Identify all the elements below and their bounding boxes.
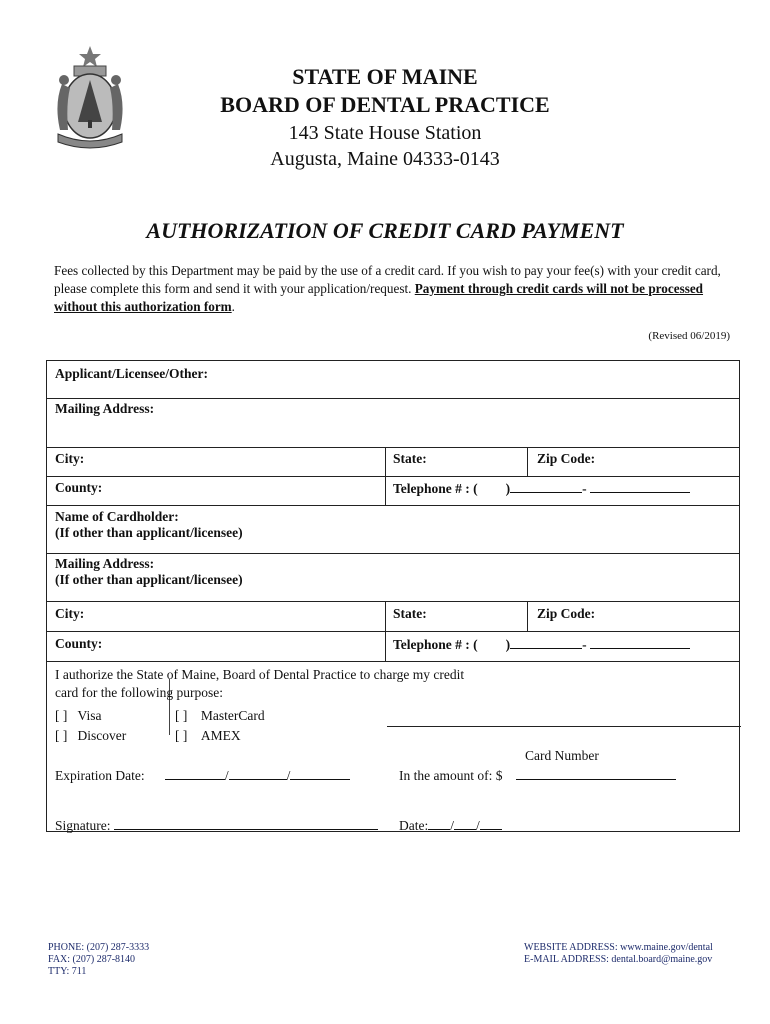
city-label: City: <box>55 451 85 466</box>
amex-checkbox[interactable]: [ ] AMEX <box>175 728 241 743</box>
county-2-label: County: <box>55 636 103 651</box>
signature-field[interactable]: Signature: <box>55 817 378 834</box>
footer-email[interactable]: E-MAIL ADDRESS: dental.board@maine.gov <box>524 954 713 965</box>
intro-paragraph: Fees collected by this Department may be paid by the use of a credit card. If you wish to pay your fee(s) with your credit card, please complete this form and send it with your application/request. Payment through credit cards will not be processed without this authorization form. <box>54 263 721 314</box>
footer-contact <box>48 942 149 978</box>
card-number-label: Card Number <box>525 748 599 763</box>
footer-fax: FAX: (207) 287-8140 <box>48 954 136 965</box>
expiration-date-field[interactable]: Expiration Date: / / <box>55 767 350 784</box>
amount-field[interactable]: In the amount of: $ <box>399 767 676 784</box>
header-address-line2: Augusta, Maine 04333-0143 <box>270 148 500 170</box>
zip-code-2-label: Zip Code: <box>537 606 596 621</box>
authorization-statement: I authorize the State of Maine, Board of Dental Practice to charge my credit card for the following purpose: <box>55 667 465 700</box>
date-field[interactable]: Date: / / <box>399 817 502 834</box>
discover-checkbox[interactable]: [ ] Discover <box>55 728 127 743</box>
mailing-address-label: Mailing Address: <box>55 401 155 416</box>
header-state: STATE OF MAINE <box>292 64 478 89</box>
county-label: County: <box>55 480 103 495</box>
cardholder-label: Name of Cardholder: (If other than applicant/licensee) <box>55 509 243 540</box>
revised-date: (Revised 06/2019) <box>648 330 730 342</box>
state-2-label: State: <box>393 606 427 621</box>
visa-checkbox[interactable]: [ ] Visa <box>55 708 102 723</box>
telephone-2-field[interactable]: Telephone # : ( ) - <box>393 636 690 653</box>
telephone-field[interactable]: Telephone # : ( ) - <box>393 480 690 497</box>
footer-tty: TTY: 711 <box>48 966 87 977</box>
document-title: AUTHORIZATION OF CREDIT CARD PAYMENT <box>146 218 624 243</box>
footer-web <box>524 942 713 966</box>
header-address-line1: 143 State House Station <box>288 122 482 144</box>
mailing-address-2-label: Mailing Address: (If other than applicant/licensee) <box>55 556 243 587</box>
zip-code-label: Zip Code: <box>537 451 596 466</box>
header-board: BOARD OF DENTAL PRACTICE <box>220 92 550 117</box>
state-label: State: <box>393 451 427 466</box>
footer-phone: PHONE: (207) 287-3333 <box>48 942 150 953</box>
footer-website[interactable]: WEBSITE ADDRESS: www.maine.gov/dental <box>524 942 713 953</box>
applicant-label: Applicant/Licensee/Other: <box>55 366 208 381</box>
mastercard-checkbox[interactable]: [ ] MasterCard <box>175 708 265 723</box>
city-2-label: City: <box>55 606 85 621</box>
authorization-form <box>46 360 740 832</box>
intro-emphasis: Payment through credit cards will not be processed without this authorization form <box>54 281 704 314</box>
